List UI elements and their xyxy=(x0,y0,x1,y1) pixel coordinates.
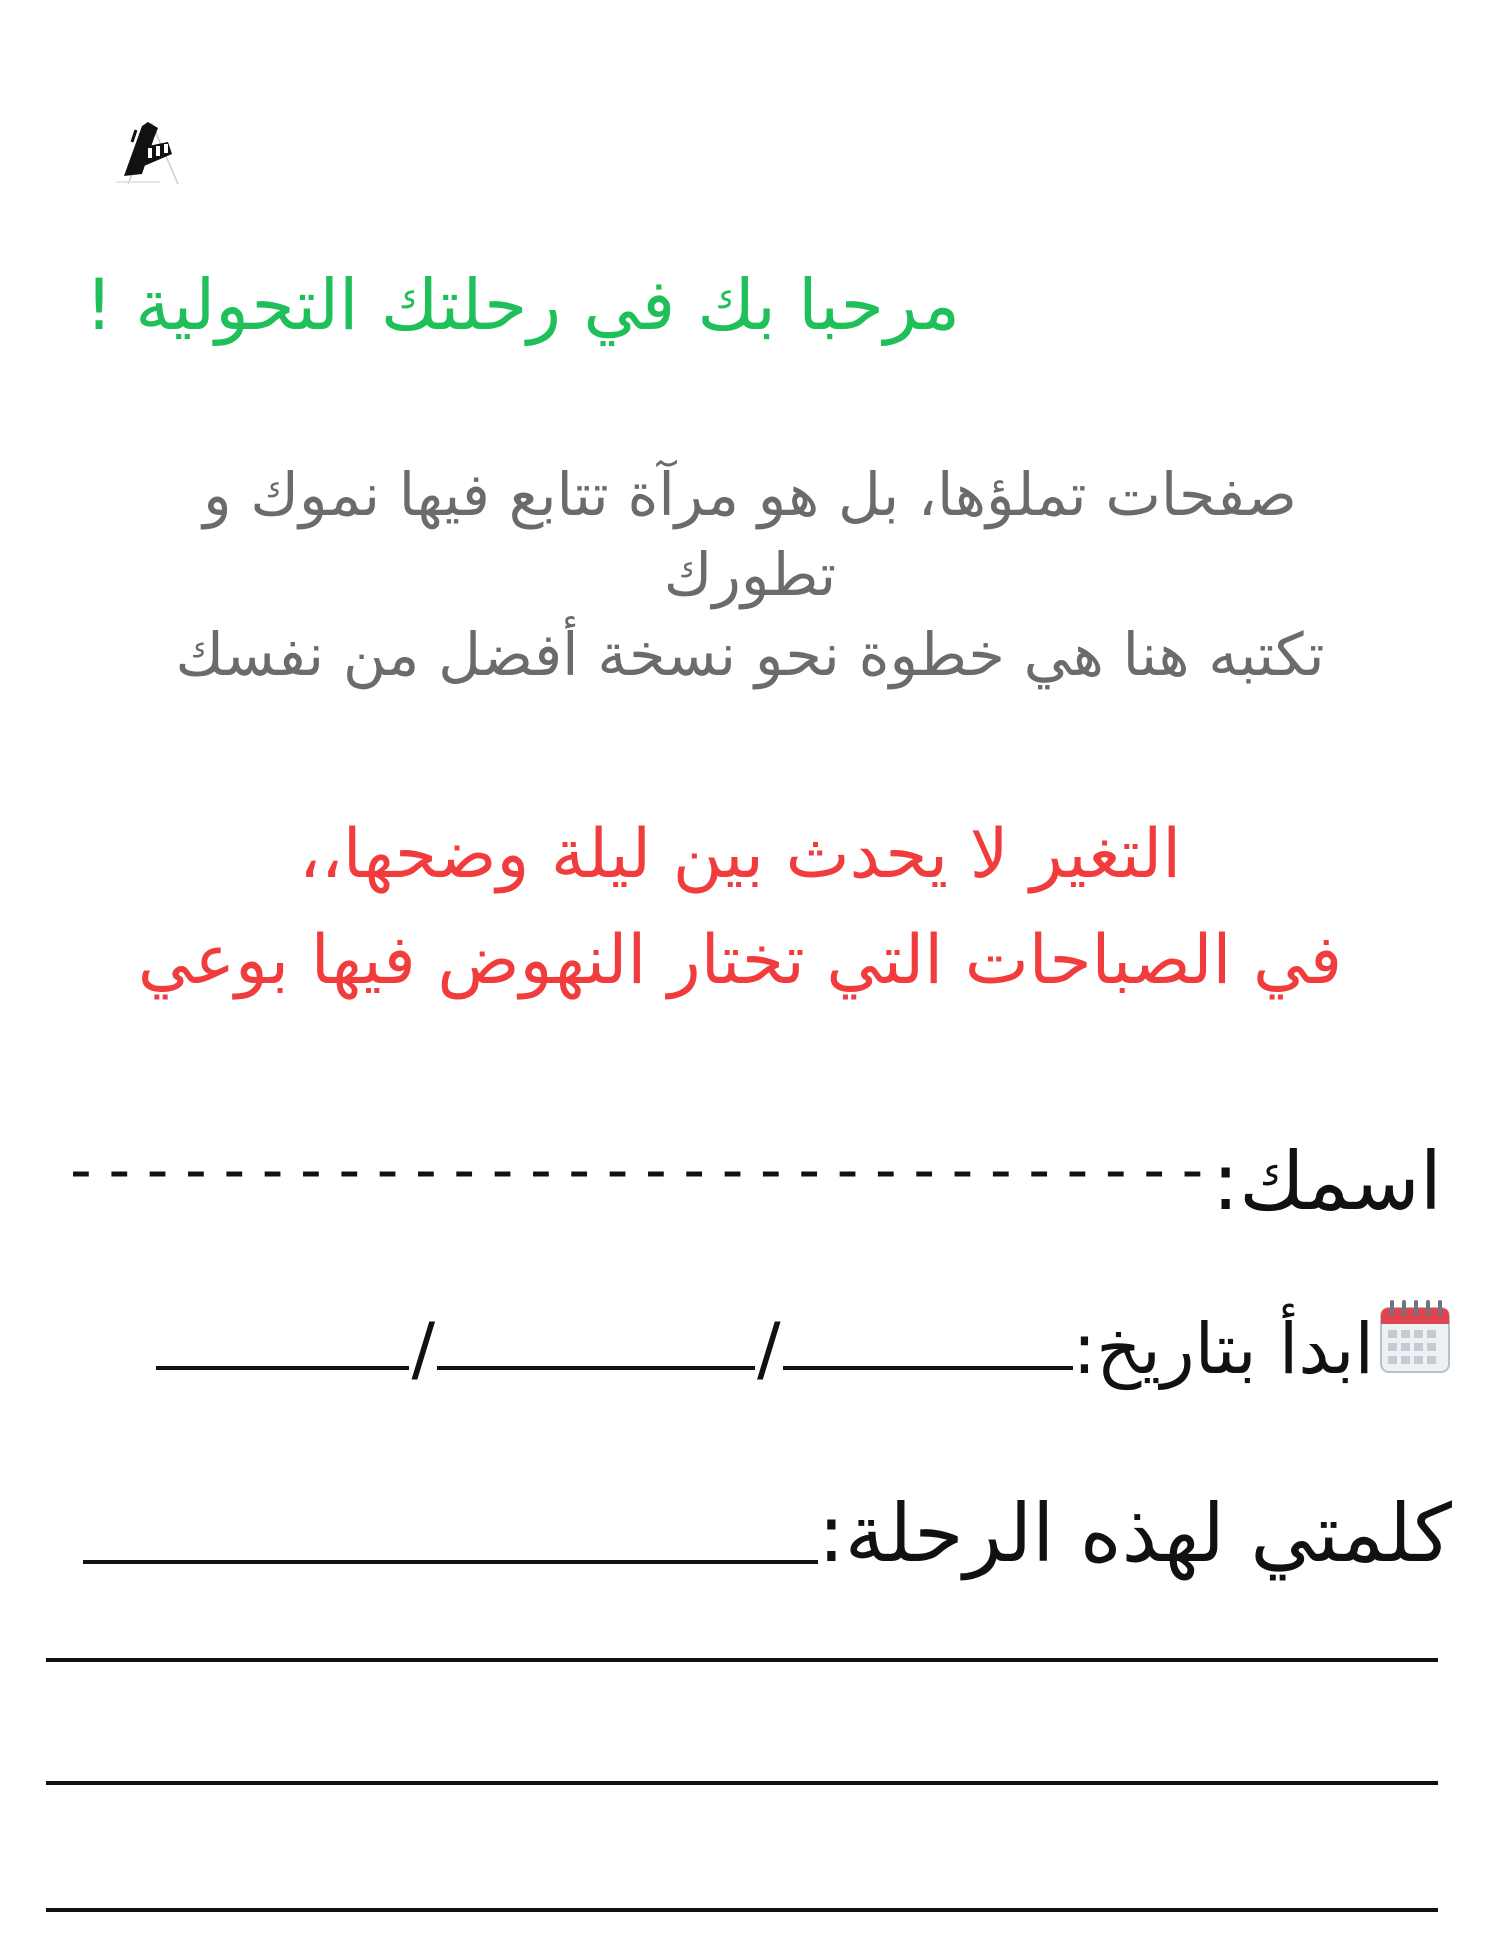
word-label: كلمتي لهذه الرحلة: xyxy=(817,1487,1452,1580)
quote-line: في الصباحات التي تختار النهوض فيها بوعي xyxy=(137,921,1343,1000)
writing-line[interactable] xyxy=(46,1781,1438,1785)
quote-line: التغير لا يحدث بين ليلة وضحها،، xyxy=(298,815,1182,894)
intro-line: صفحات تملؤها، بل هو مرآة تتابع فيها نموك و xyxy=(203,460,1297,529)
writing-line[interactable] xyxy=(46,1658,1438,1662)
name-dashes[interactable]: ------------------------------ xyxy=(62,1133,1213,1206)
logo xyxy=(108,118,196,186)
welcome-title: مرحبا بك في رحلتك التحولية ! xyxy=(84,264,960,346)
intro-paragraph xyxy=(40,455,1460,695)
writing-line[interactable] xyxy=(46,1908,1438,1912)
date-day-blank[interactable] xyxy=(783,1362,1073,1370)
word-blank[interactable] xyxy=(83,1556,818,1564)
word-field-row xyxy=(83,1480,1452,1580)
date-year-blank[interactable] xyxy=(156,1362,409,1370)
date-field-row xyxy=(156,1290,1452,1390)
calendar-icon xyxy=(1378,1298,1452,1376)
intro-line: تكتبه هنا هي خطوة نحو نسخة أفضل من نفسك xyxy=(175,620,1325,689)
date-month-blank[interactable] xyxy=(437,1362,755,1370)
date-separator: / xyxy=(411,1308,436,1390)
pen-notebook-logo-icon xyxy=(108,118,196,186)
quote-block xyxy=(0,802,1480,1014)
name-field-row xyxy=(62,1128,1442,1228)
name-label: اسمك: xyxy=(1212,1135,1442,1228)
date-label: ابدأ بتاريخ: xyxy=(1072,1308,1374,1390)
intro-line: تطورك xyxy=(663,540,837,609)
date-separator: / xyxy=(757,1308,781,1390)
